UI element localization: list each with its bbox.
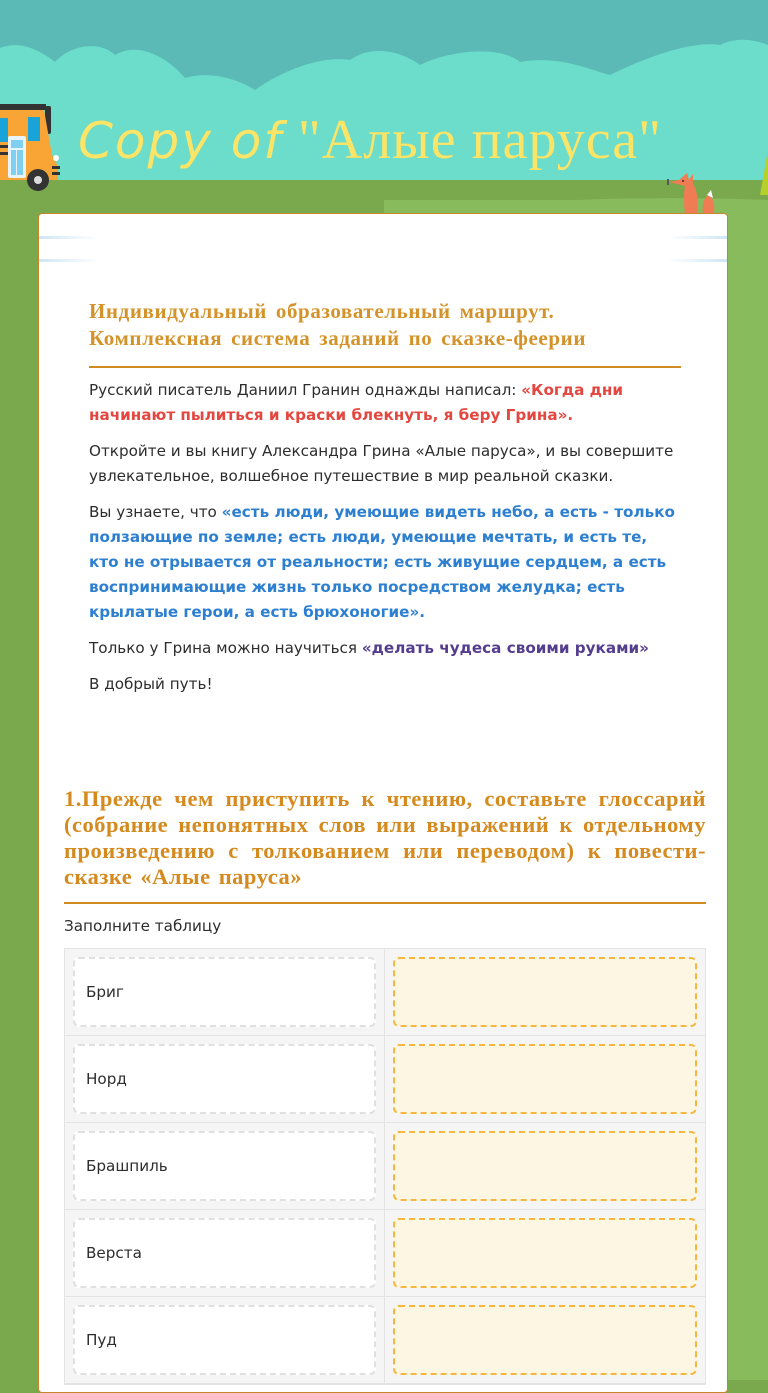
answer-cell — [385, 1210, 705, 1296]
page-title — [78, 100, 718, 180]
table-row — [65, 1036, 705, 1123]
intro-paragraph-2 — [89, 439, 681, 489]
answer-input[interactable] — [393, 1305, 697, 1375]
term-label: Бриг — [73, 957, 376, 1027]
term-cell — [65, 1036, 385, 1122]
card-stripe — [667, 236, 727, 239]
answer-cell — [385, 1036, 705, 1122]
term-label: Верста — [73, 1218, 376, 1288]
term-cell — [65, 1297, 385, 1383]
p3-text: Вы узнаете, что — [89, 503, 222, 521]
intro-heading-line2: Комплексная система заданий по сказке-феерии — [89, 326, 587, 350]
section-divider — [64, 902, 706, 904]
p1-text: Русский писатель Даниил Гранин однажды написал: — [89, 381, 522, 399]
term-label: Норд — [73, 1044, 376, 1114]
term-cell — [65, 949, 385, 1035]
term-cell — [65, 1210, 385, 1296]
term-cell — [65, 1123, 385, 1209]
card-stripe — [39, 259, 99, 262]
p5-text: В добрый путь! — [89, 675, 213, 693]
fox-icon — [665, 170, 725, 215]
answer-input[interactable] — [393, 1044, 697, 1114]
task-1-instruction: Заполните таблицу — [64, 917, 222, 935]
title-prefix: Copy of — [78, 112, 283, 170]
answer-cell — [385, 1297, 705, 1383]
people-quote: «есть люди, умеющие видеть небо, а есть - только ползающие по земле; есть люди, умеющие мечтать, и есть те, кто не отрывается от реальности; есть живущие сердцем, а есть воспринимающие жизнь только посредством желудка; есть крылатые герои, а есть брюхоногие». — [89, 503, 675, 621]
p2-text: Откройте и вы книгу Александра Грина «Алые паруса», и вы совершите увлекательное, волшебное путешествие в мир реальной сказки. — [89, 442, 674, 485]
intro-section — [89, 298, 681, 697]
granin-quote: «Когда дни начинают пылиться и краски блекнуть, я беру Грина». — [89, 381, 624, 424]
section-divider — [89, 366, 681, 368]
term-label: Пуд — [73, 1305, 376, 1375]
intro-paragraph-3 — [89, 500, 681, 625]
worksheet-card — [38, 213, 728, 1393]
answer-input[interactable] — [393, 1218, 697, 1288]
table-row — [65, 1297, 705, 1384]
intro-heading — [89, 298, 681, 352]
intro-paragraph-1 — [89, 378, 681, 428]
intro-paragraph-5 — [89, 672, 681, 697]
glossary-table — [64, 948, 706, 1385]
answer-cell — [385, 949, 705, 1035]
table-row — [65, 1210, 705, 1297]
p4-text: Только у Грина можно научиться — [89, 639, 362, 657]
table-row — [65, 1123, 705, 1210]
answer-input[interactable] — [393, 957, 697, 1027]
card-stripe — [667, 259, 727, 262]
answer-cell — [385, 1123, 705, 1209]
task-1-section — [64, 786, 706, 936]
intro-paragraph-4 — [89, 636, 681, 661]
table-row — [65, 949, 705, 1036]
title-main: "Алые паруса" — [297, 109, 662, 171]
card-stripe — [39, 236, 99, 239]
tree-decoration — [760, 150, 768, 200]
answer-input[interactable] — [393, 1131, 697, 1201]
intro-heading-line1: Индивидуальный образовательный маршрут. — [89, 299, 555, 323]
miracles-quote: «делать чудеса своими руками» — [361, 639, 649, 657]
term-label: Брашпиль — [73, 1131, 376, 1201]
task-1-heading: 1.Прежде чем приступить к чтению, составьте глоссарий (собрание непонятных слов или выражений к отдельному произведению с толкованием или переводом) к повести-сказке «Алые паруса» — [64, 786, 706, 889]
